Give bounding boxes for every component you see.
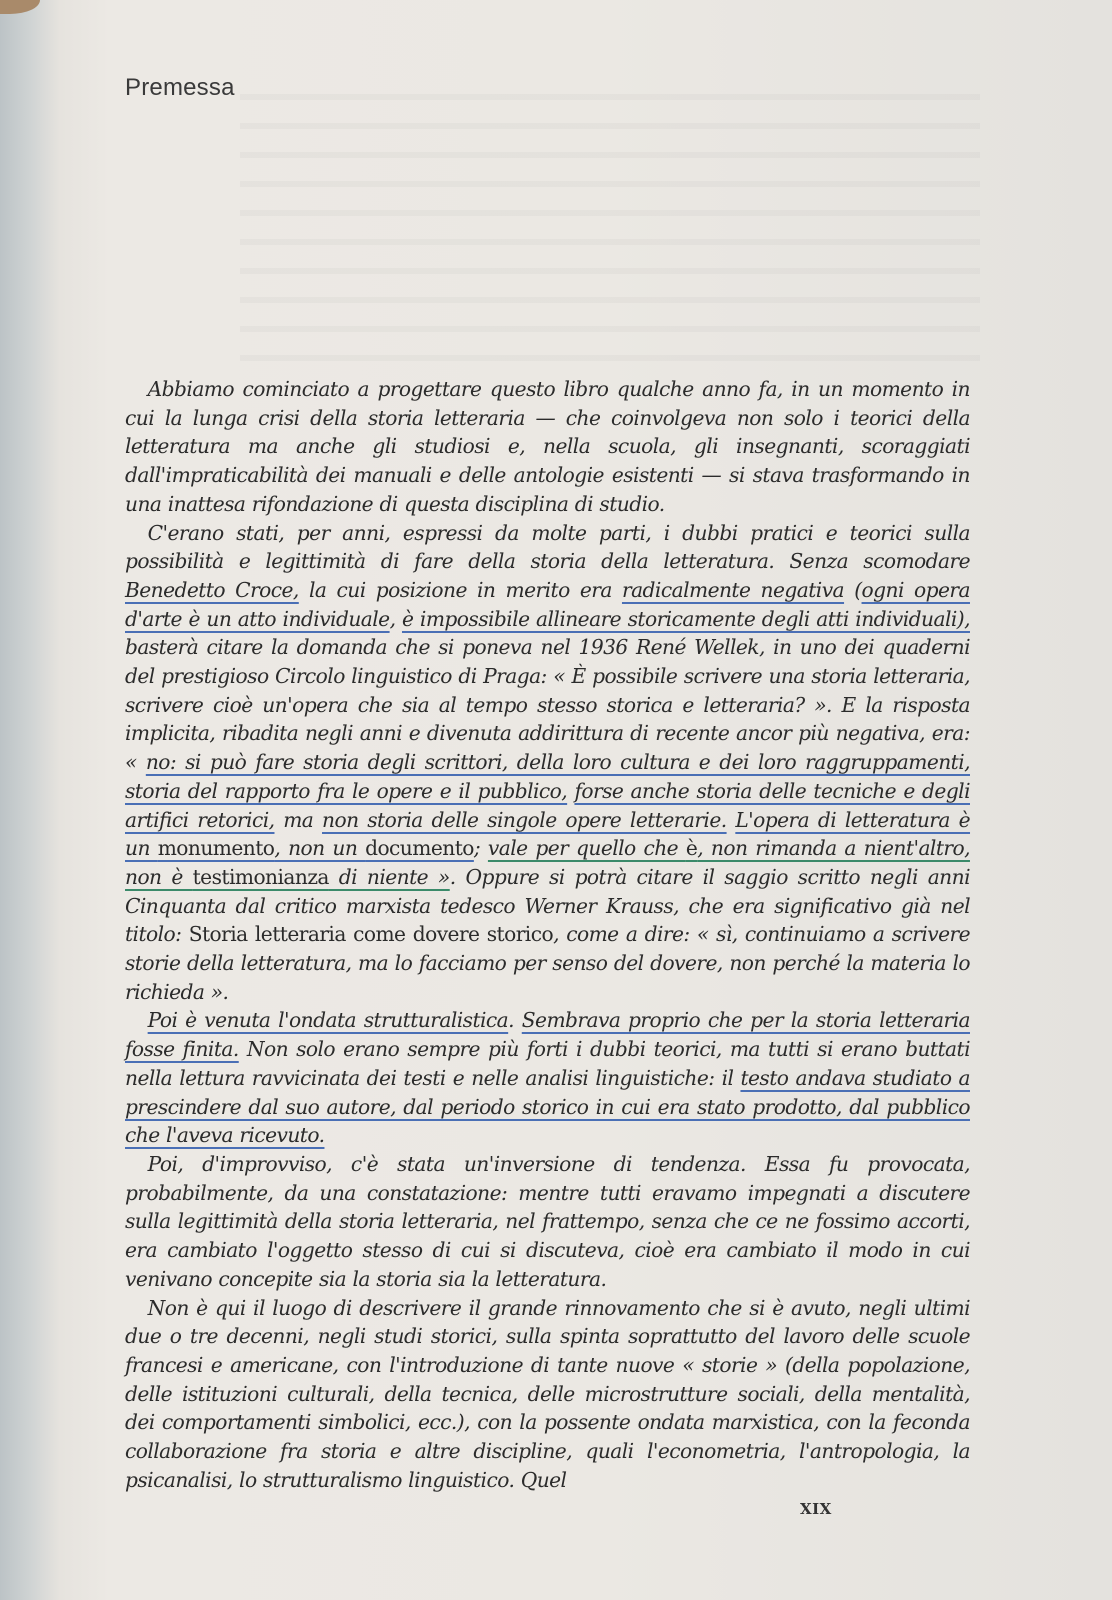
underlined-non-storia-opere: non storia delle singole opere letterarie. [322, 807, 727, 832]
text-segment: Non solo erano sempre più forti i dubbi teorici, ma tutti si erano buttati nella lettura ravvicinata dei testi e nelle analisi linguistiche: il [125, 1037, 971, 1090]
text-segment: , [389, 606, 402, 631]
underlined-ondata-strutturalistica: Poi è venuta l'ondata strutturalistica [147, 1008, 509, 1033]
underlined-storia-finita: Sembrava proprio che per la storia letteraria fosse finita. [125, 1008, 970, 1062]
bleed-through-text [240, 80, 980, 370]
paragraph-2 [125, 519, 970, 1007]
text-segment: Abbiamo cominciato a progettare questo libro qualche anno fa, in un momento in cui la lunga crisi della storia letteraria — che coinvolgeva non solo i teorici della letteratura ma anche gli studiosi e, nella scuola, gli insegnanti, scoraggiati dall'impraticabilità dei manuali e delle antologie esistenti — si stava trasformando in una inattesa rifondazione di questa disciplina di studio. [125, 377, 970, 516]
underlined-tecniche-retorici: forse anche storia delle tecniche e degli artifici retorici, [125, 778, 970, 832]
paragraph-5 [125, 1294, 970, 1495]
book-title-krauss: Storia letteraria come dovere storico [188, 922, 554, 947]
paragraph-1 [125, 375, 970, 519]
text-segment: C'erano stati, per anni, espressi da molte parti, i dubbi pratici e teorici sulla possibilità e legittimità di fare della storia della letteratura. Senza scomodare [125, 520, 970, 574]
text-segment: la cui posizione in merito era [298, 577, 622, 602]
text-segment: . Oppure si potrà citare il saggio scritto negli anni Cinquanta dal critico marxista tedesco Werner Krauss, che era significativo già nel titolo: [125, 864, 970, 947]
underlined-benedetto-croce: Benedetto Croce, [125, 577, 299, 602]
text-segment: ( [844, 577, 862, 602]
green-underlined-testimonianza [125, 865, 450, 889]
underlined-radicalmente-negativa: radicalmente negativa [621, 577, 845, 602]
text-segment: L'opera di letteratura è un [125, 807, 971, 861]
underlined-storia-scrittori: no: si può fare storia degli scrittori, della loro cultura e dei loro raggruppamenti, [145, 750, 970, 775]
text-segment: , non rimanda a nient'altro, [697, 836, 970, 861]
underlined-opera-individuale: ogni opera d'arte è un atto individuale [125, 577, 970, 631]
underlined-impossibile-allineare: è impossibile allineare storicamente degli atti individuali), [401, 606, 970, 631]
text-segment: Poi, d'improvviso, c'è stata un'inversione di tendenza. Essa fu provocata, probabilmente, da una constatazione: mentre tutti eravamo impegnati a discutere sulla legittimità della storia letteraria, nel frattempo, senza che ce ne fossimo accorti, era cambiato l'oggetto stesso di cui si discuteva, cioè era cambiato il modo in cui venivano concepite sia la storia sia la letteratura. [125, 1151, 970, 1291]
roman-monumento: monumento [157, 836, 275, 861]
body-text [125, 375, 970, 1494]
text-segment: Non è qui il luogo di descrivere il grande rinnovamento che si è avuto, negli ultimi due o tre decenni, negli studi storici, sulla spinta soprattutto del lavoro delle scuole francesi e americane, con l'introduzione di tante nuove « storie » (della popolazione, delle istituzioni culturali, della tecnica, delle microstrutture sociali, della mentalità, dei comportamenti simbolici, ecc.), con la possente ondata marxistica, con la feconda collaborazione fra storia e altre discipline, quali l'econometria, l'antropologia, la psicanalisi, lo strutturalismo linguistico. Quel [125, 1295, 970, 1492]
paragraph-4 [125, 1150, 970, 1294]
text-segment: vale per quello che [487, 836, 686, 861]
green-underlined-vale-per-quello [488, 836, 970, 860]
text-segment: non è [125, 864, 193, 889]
text-segment: ma [274, 807, 323, 832]
roman-testimonianza: testimonianza [192, 864, 329, 889]
text-segment: , come a dire: « sì, continuiamo a scrivere storie della letteratura, ma lo facciamo per senso del dovere, non perché la materia lo richieda ». [125, 922, 971, 1004]
text-segment: , non un [274, 836, 366, 861]
roman-e: è [685, 836, 698, 861]
page-title: Premessa [125, 74, 235, 101]
text-segment: . [508, 1008, 522, 1033]
text-segment: basterà citare la domanda che si poneva nel 1936 René Wellek, in uno dei quaderni del prestigioso Circolo linguistico di Praga: « È possibile scrivere una storia letteraria, scrivere cioè un'opera che sia al tempo stesso storica e letteraria? ». E la risposta implicita, ribadita negli anni e divenuta addirittura di recente ancor più negativa, era: « [125, 635, 970, 775]
roman-documento: documento [365, 836, 474, 861]
text-segment: di niente » [328, 864, 450, 889]
underlined-testo-studiato: testo andava studiato a prescindere dal suo autore, dal periodo storico in cui era stato prodotto, dal pubblico che l'aveva ricevuto. [125, 1065, 970, 1148]
page-number: XIX [800, 1500, 832, 1518]
text-segment: ; [473, 836, 488, 861]
page-corner-shadow [0, 0, 40, 14]
paragraph-3 [125, 1006, 970, 1150]
underlined-rapporto-pubblico: storia del rapporto fra le opere e il pubblico, [125, 778, 568, 803]
